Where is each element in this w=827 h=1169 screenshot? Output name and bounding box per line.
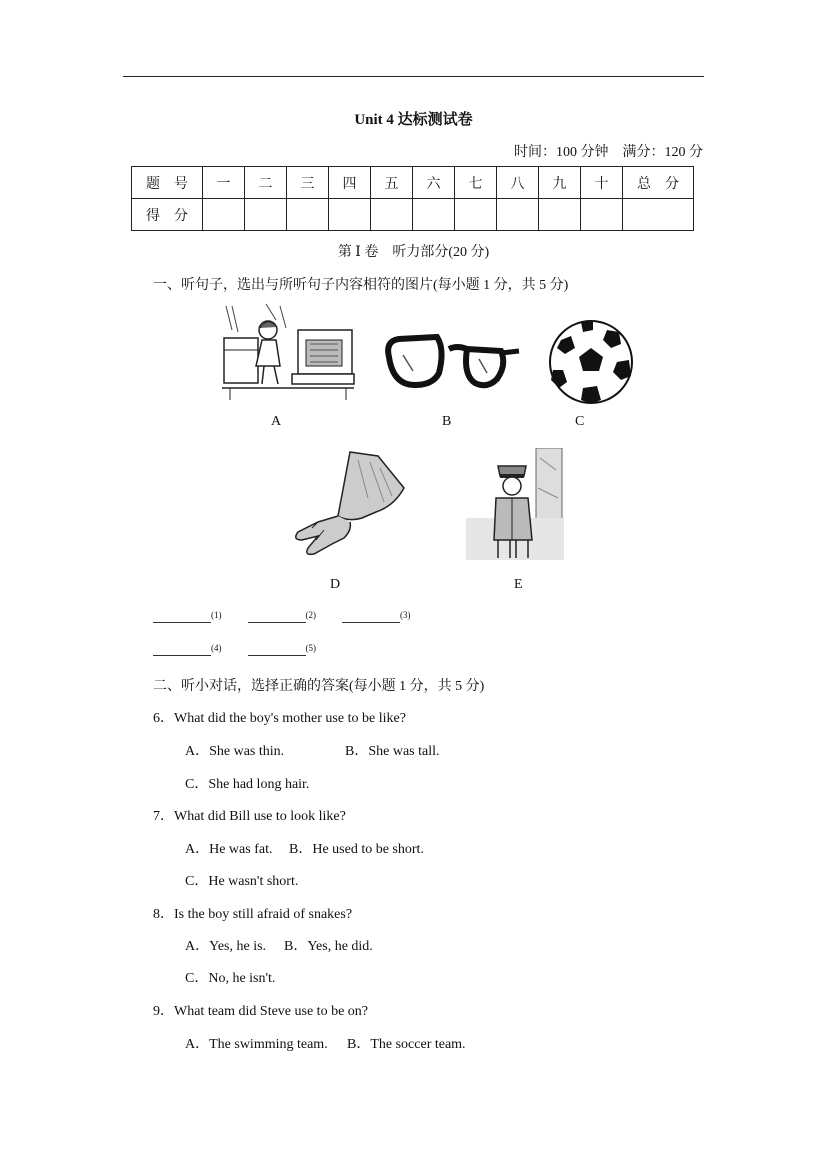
score-input-cell[interactable]: [371, 199, 413, 231]
picture-label-c: C: [575, 414, 585, 429]
score-cell: 五: [371, 167, 413, 199]
score-input-cell[interactable]: [245, 199, 287, 231]
picture-label-b: B: [442, 414, 452, 429]
score-input-cell[interactable]: [581, 199, 623, 231]
score-cell: 十: [581, 167, 623, 199]
picture-d-glove: [288, 448, 413, 560]
score-cell: 六: [413, 167, 455, 199]
score-input-cell[interactable]: [623, 199, 694, 231]
score-cell: 题 号: [132, 167, 203, 199]
answer-blanks-row-2: [153, 643, 342, 661]
score-cell: 得 分: [132, 199, 203, 231]
question-8-stem: 8．Is the boy still afraid of snakes?: [153, 907, 353, 922]
part2-title: 二、听小对话，选择正确的答案(每小题 1 分，共 5 分): [153, 679, 485, 694]
score-table: [131, 166, 694, 231]
blank-number: (2): [305, 610, 316, 620]
answer-blank[interactable]: [153, 610, 211, 623]
answer-blanks-row-1: [153, 610, 437, 628]
section-heading: 第 Ⅰ 卷 听力部分(20 分): [337, 245, 490, 260]
question-9-option-b[interactable]: B．The soccer team.: [347, 1037, 466, 1052]
blank-number: (3): [400, 610, 411, 620]
picture-c-soccer-ball: [547, 318, 635, 406]
score-input-cell[interactable]: [329, 199, 371, 231]
part1-title: 一、听句子，选出与所听句子内容相符的图片(每小题 1 分，共 5 分): [153, 278, 569, 293]
exam-meta: 时间：100 分钟 满分：120 分: [514, 145, 703, 160]
score-input-cell[interactable]: [413, 199, 455, 231]
score-cell: 八: [497, 167, 539, 199]
score-cell: 九: [539, 167, 581, 199]
picture-b-glasses: [383, 327, 523, 397]
score-table-score-row: [132, 199, 694, 231]
question-8-option-a[interactable]: A．Yes, he is.: [185, 939, 267, 954]
score-cell: 总 分: [623, 167, 694, 199]
question-7-option-b[interactable]: B．He used to be short.: [289, 842, 424, 857]
picture-a-boy-computer: [220, 300, 355, 405]
blank-number: (4): [211, 643, 222, 653]
question-6-option-b[interactable]: B．She was tall.: [345, 744, 440, 759]
score-cell: 一: [203, 167, 245, 199]
picture-label-d: D: [330, 577, 341, 592]
score-input-cell[interactable]: [287, 199, 329, 231]
score-table-header-row: [132, 167, 694, 199]
question-6-option-a[interactable]: A．She was thin.: [185, 744, 285, 759]
picture-e-police-officer: [466, 448, 564, 560]
score-input-cell[interactable]: [497, 199, 539, 231]
picture-label-a: A: [271, 414, 282, 429]
score-input-cell[interactable]: [455, 199, 497, 231]
score-input-cell[interactable]: [539, 199, 581, 231]
question-7-option-a[interactable]: A．He was fat.: [185, 842, 273, 857]
answer-blank[interactable]: [153, 643, 211, 656]
score-cell: 四: [329, 167, 371, 199]
question-7-option-c[interactable]: C．He wasn't short.: [185, 874, 299, 889]
question-9-option-a[interactable]: A．The swimming team.: [185, 1037, 328, 1052]
answer-blank[interactable]: [248, 643, 306, 656]
score-cell: 二: [245, 167, 287, 199]
score-cell: 七: [455, 167, 497, 199]
picture-label-e: E: [514, 577, 523, 592]
answer-blank[interactable]: [248, 610, 306, 623]
blank-number: (1): [211, 610, 222, 620]
page-title: Unit 4 达标测试卷: [354, 112, 473, 128]
question-7-stem: 7．What did Bill use to look like?: [153, 809, 346, 824]
question-8-option-b[interactable]: B．Yes, he did.: [284, 939, 373, 954]
question-6-stem: 6．What did the boy's mother use to be like?: [153, 711, 406, 726]
blank-number: (5): [305, 643, 316, 653]
top-rule: [123, 76, 704, 77]
score-input-cell[interactable]: [203, 199, 245, 231]
question-6-option-c[interactable]: C．She had long hair.: [185, 777, 310, 792]
question-8-option-c[interactable]: C．No, he isn't.: [185, 971, 276, 986]
score-cell: 三: [287, 167, 329, 199]
answer-blank[interactable]: [342, 610, 400, 623]
question-9-stem: 9．What team did Steve use to be on?: [153, 1004, 368, 1019]
